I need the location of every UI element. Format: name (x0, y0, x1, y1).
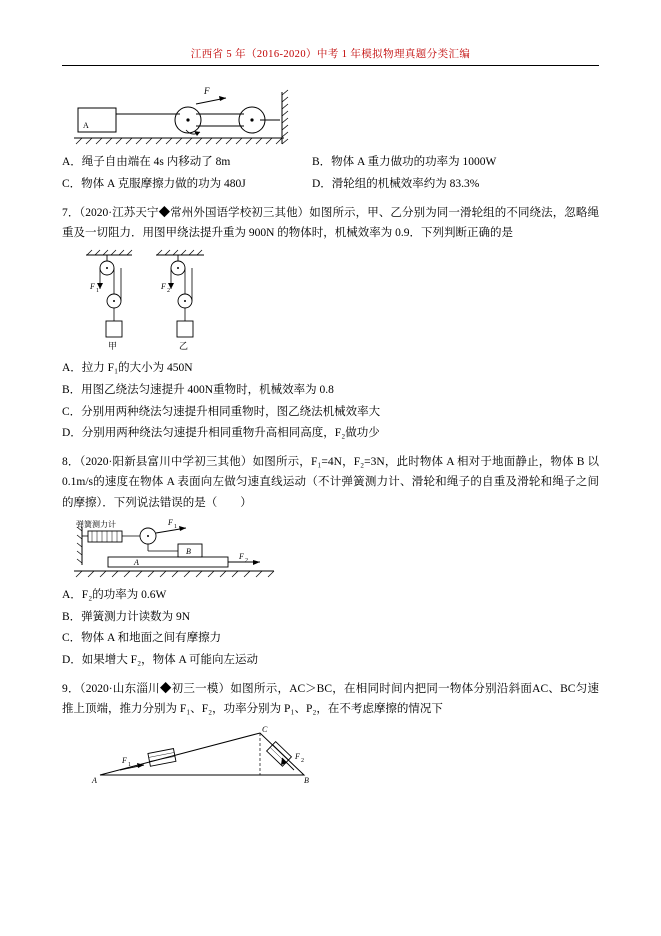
svg-text:F: F (90, 281, 95, 291)
svg-text:甲: 甲 (108, 340, 118, 351)
q9-stem: 9．（2020·山东淄川◆初三一模）如图所示，AC＞BC，在相同时间内把同一物体分别沿斜面AC、BC匀速推上顶端，推力分别为 F₁、F₂，功率分别为 P₁、P₂，在不考虑摩擦的情况下 (62, 683, 599, 716)
page-header-title: 江西省 5 年（2016-2020）中考 1 年模拟物理真题分类汇编 (190, 49, 471, 60)
q8-stem: 8．（2020·阳新县富川中学初三其他）如图所示，F₁=4N，F₂=3N，此时物体 A 相对于地面静止，物体 B 以 0.1m/s的速度在物体 A 表面向左做匀速直线运动（不计弹簧测力计、滑轮和绳子的自重及滑轮和绳子之间的摩擦）．下列说法错误的是（ ） (62, 456, 599, 509)
svg-text:2: 2 (301, 758, 304, 765)
q7-option-c: C．分别用两种绕法匀速提升相同重物时，图乙绕法机械效率大 (62, 405, 381, 418)
q8-option-c: C．物体 A 和地面之间有摩擦力 (62, 632, 222, 645)
svg-text:F: F (295, 752, 300, 762)
q8-options (62, 585, 599, 672)
q7-options (62, 358, 599, 445)
svg-text:F: F (239, 551, 244, 561)
svg-text:2: 2 (245, 557, 248, 564)
figure-q6-pulley-system (62, 86, 599, 148)
svg-text:A: A (134, 557, 139, 567)
q6-option-a: A．绳子自由端在 4s 内移动了 8m (62, 156, 231, 168)
svg-text:F: F (122, 756, 127, 766)
q8-option-b: B．弹簧测力计读数为 9N (62, 610, 191, 623)
figure-q7-two-pulley-systems (62, 249, 599, 354)
svg-text:1: 1 (174, 523, 177, 530)
q6-options (62, 152, 599, 196)
q7-option-b: B．用图乙绕法匀速提升 400N重物时，机械效率为 0.8 (62, 383, 334, 396)
q8-option-a: A．F₂的功率为 0.6W (62, 588, 167, 601)
svg-text:A: A (83, 121, 89, 130)
q7-option-d: D．分别用两种绕法匀速提升相同重物升高相同高度，F₂做功少 (62, 427, 380, 440)
document-content (62, 66, 599, 785)
svg-text:1: 1 (128, 762, 131, 769)
figure-q8-spring-scale-blocks (62, 519, 599, 581)
svg-text:2: 2 (167, 287, 170, 294)
q6-option-d: D．滑轮组的机械效率约为 83.3% (312, 177, 480, 190)
svg-text:B: B (186, 546, 191, 556)
svg-text:乙: 乙 (179, 340, 189, 351)
q7-stem: 7．（2020·江苏天宁◆常州外国语学校初三其他）如图所示，甲、乙分别为同一滑轮组的不同绕法，忽略绳重及一切阻力．用图甲绕法提升重为 900N 的物体时，机械效率为 0.9．下列判断正确的是 (62, 206, 599, 239)
q8-option-d: D．如果增大 F₂，物体 A 可能向左运动 (62, 654, 259, 667)
q7-option-a: A．拉力 F₁的大小为 450N (62, 361, 193, 374)
svg-text:F: F (204, 86, 210, 96)
q6-option-b: B．物体 A 重力做功的功率为 1000W (312, 156, 497, 168)
q6-option-c: C．物体 A 克服摩擦力做的功为 480J (62, 177, 246, 190)
svg-text:弹簧测力计: 弹簧测力计 (76, 519, 116, 529)
figure-q9-inclined-planes (62, 725, 599, 785)
svg-text:F: F (168, 518, 173, 527)
svg-text:B: B (304, 776, 309, 786)
svg-text:C: C (262, 725, 268, 735)
svg-text:1: 1 (96, 287, 99, 294)
svg-text:A: A (92, 776, 97, 786)
svg-text:F: F (161, 281, 166, 291)
